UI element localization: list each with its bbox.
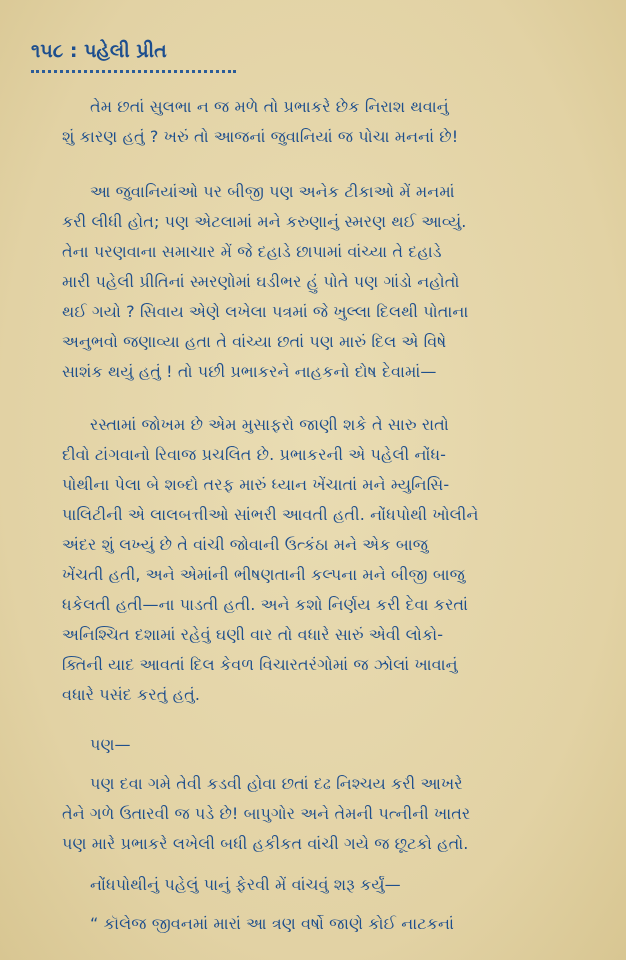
text-line: અનિશ્ચિત દશામાં રહેવું ઘણી વાર તો વધારે સારું એવી લોકો- bbox=[62, 625, 444, 644]
text-line: પાલિટીની એ લાલબત્તીઓ સાંભરી આવતી હતી. નોંધપોથી ખોલીને bbox=[62, 505, 479, 524]
text-line: ક્તિની યાદ આવતાં દિલ કેવળ વિચારતરંગોમાં જ ઝોલાં ખાવાનું bbox=[62, 655, 458, 674]
text-line: અંદર શું લખ્યું છે તે વાંચી જોવાની ઉત્કંઠા મને એક બાજુ bbox=[62, 535, 428, 554]
text-line: રસ્તામાં જોખમ છે એમ મુસાફરો જાણી શકે તે સારુ રાતો bbox=[90, 415, 449, 434]
text-line: કરી લીધી હોત; પણ એટલામાં મને કરુણાનું સ્મરણ થઈ આવ્યું. bbox=[62, 212, 467, 231]
paragraph-5 bbox=[62, 769, 602, 859]
paragraph-1 bbox=[62, 92, 602, 152]
paragraph-6 bbox=[62, 870, 602, 900]
text-line: તેમ છતાં સુલભા ન જ મળે તો પ્રભાકરે છેક નિરાશ થવાનું bbox=[90, 97, 449, 116]
text-line: પોથીના પેલા બે શબ્દો તરફ મારું ધ્યાન ખેંચાતાં મને મ્યુનિસિ- bbox=[62, 475, 450, 494]
text-line: પણ દવા ગમે તેવી કડવી હોવા છતાં દઢ નિશ્ચય કરી આખરે bbox=[90, 774, 463, 793]
text-line: મારી પહેલી પ્રીતિનાં સ્મરણોમાં ઘડીભર હું પોતે પણ ગાંડો નહોતો bbox=[62, 272, 460, 291]
text-line: નોંધપોથીનું પહેલું પાનું ફેરવી મેં વાંચવું શરૂ કર્યું— bbox=[90, 875, 401, 894]
text-line: પણ મારે પ્રભાકરે લખેલી બધી હકીકત વાંચી ગયે જ છૂટકો હતો. bbox=[62, 834, 469, 853]
text-line: તેના પરણવાના સમાચાર મેં જે દહાડે છાપામાં વાંચ્યા તે દહાડે bbox=[62, 242, 442, 261]
paragraph-4 bbox=[62, 730, 602, 760]
text-line: પણ— bbox=[90, 735, 131, 754]
text-line: તેને ગળે ઉતારવી જ પડે છે! બાપુગોર અને તેમની પત્નીની ખાતર bbox=[62, 804, 471, 823]
text-line: ધકેલતી હતી—ના પાડતી હતી. અને કશો નિર્ણય કરી દેવા કરતાં bbox=[62, 595, 469, 614]
text-line: અનુભવો જણાવ્યા હતા તે વાંચ્યા છતાં પણ મારું દિલ એ વિષે bbox=[62, 332, 447, 351]
text-line: સાશંક થયું હતું ! તો પછી પ્રભાકરને નાહકનો દોષ દેવામાં— bbox=[62, 362, 437, 381]
text-line: વધારે પસંદ કરતું હતું. bbox=[62, 685, 201, 704]
text-line: શું કારણ હતું ? ખરું તો આજનાં જુવાનિયાં જ પોચા મનનાં છે! bbox=[62, 127, 459, 146]
text-line: થઈ ગયો ? સિવાય એણે લખેલા પત્રમાં જે ખુલ્લા દિલથી પોતાના bbox=[62, 302, 469, 321]
page-header: ૧૫૮ : પહેલી પ્રીત bbox=[31, 40, 167, 62]
text-line: “ કૉલેજ જીવનમાં મારાં આ ત્રણ વર્ષો જાણે કોઈ નાટકનાં bbox=[90, 914, 454, 933]
text-line: આ જુવાનિયાંઓ પર બીજી પણ અનેક ટીકાઓ મેં મનમાં bbox=[90, 182, 455, 201]
header-dotted-rule bbox=[31, 70, 236, 73]
paragraph-7 bbox=[62, 909, 602, 939]
paragraph-3 bbox=[62, 410, 602, 710]
paragraph-2 bbox=[62, 177, 602, 387]
text-line: ખેંચતી હતી, અને એમાંની ભીષણતાની કલ્પના મને બીજી બાજુ bbox=[62, 565, 465, 584]
text-line: દીવો ટાંગવાનો રિવાજ પ્રચલિત છે. પ્રભાકરની એ પહેલી નોંધ- bbox=[62, 445, 447, 464]
